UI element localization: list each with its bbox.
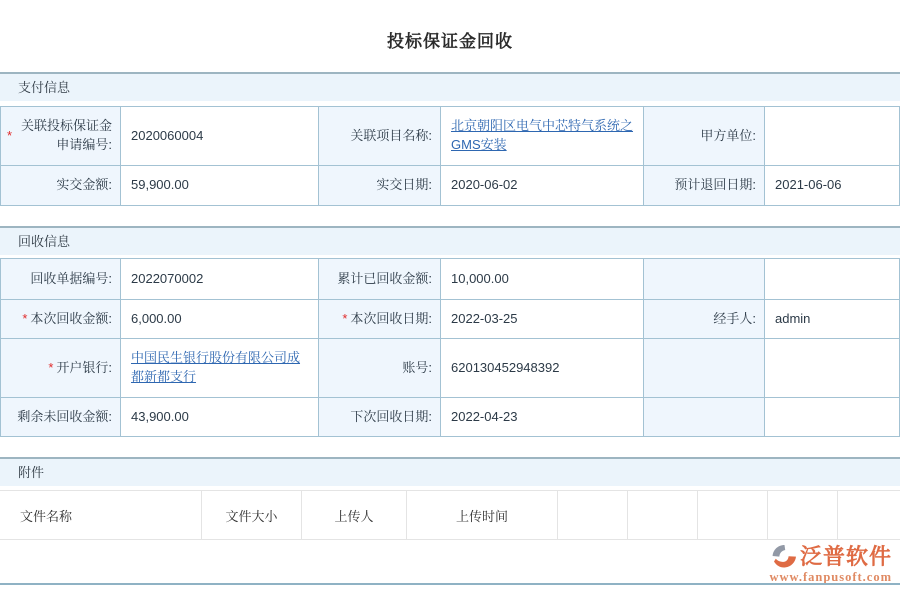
fanpu-logo-icon — [771, 544, 798, 570]
brand-name: 泛普软件 — [799, 544, 892, 570]
attachments-header: 附件 — [0, 457, 900, 486]
field-value-party-a-unit — [765, 107, 900, 166]
empty-label-cell — [644, 398, 765, 437]
field-value-account-no: 620130452948392 — [441, 339, 644, 398]
required-marker: * — [22, 310, 28, 326]
field-value-deposit-bank — [121, 339, 319, 398]
field-value-paid-amount: 59,900.00 — [121, 166, 319, 206]
attachments-table — [0, 490, 900, 540]
field-label-recovery-doc-no: 回收单据编号: — [1, 259, 121, 300]
col-header-empty — [628, 491, 698, 539]
field-label-related-bid-bond-no: * 关联投标保证金申请编号: — [1, 107, 121, 166]
field-value-current-recovery-date: 2022-03-25 — [441, 300, 644, 339]
payment-info-header: 支付信息 — [0, 72, 900, 101]
field-value-total-recovered-amount: 10,000.00 — [441, 259, 644, 300]
field-label-current-recovery-date: * 本次回收日期: — [319, 300, 441, 339]
empty-label-cell — [644, 259, 765, 300]
payment-info-table — [0, 106, 900, 206]
field-label-expected-return-date: 预计退回日期: — [644, 166, 765, 206]
col-header-empty — [838, 491, 900, 539]
related-project-link[interactable]: 北京朝阳区电气中芯特气系统之GMS安装 — [451, 118, 634, 152]
field-value-handler: admin — [765, 300, 900, 339]
required-marker: * — [48, 359, 54, 375]
field-label-deposit-bank: * 开户银行: — [1, 339, 121, 398]
col-header-file-name: 文件名称 — [0, 491, 202, 539]
field-label-next-recovery-date: 下次回收日期: — [319, 398, 441, 437]
field-value-related-bid-bond-no: 2020060004 — [121, 107, 319, 166]
field-label-account-no: 账号: — [319, 339, 441, 398]
footer — [0, 544, 900, 585]
required-marker: * — [7, 127, 13, 143]
field-label-current-recovery-amount: * 本次回收金额: — [1, 300, 121, 339]
field-label-related-project-name: 关联项目名称: — [319, 107, 441, 166]
brand-logo — [771, 544, 892, 570]
field-label-total-recovered-amount: 累计已回收金额: — [319, 259, 441, 300]
empty-value-cell — [765, 259, 900, 300]
col-header-file-size: 文件大小 — [202, 491, 302, 539]
field-value-remaining-unrecovered-amount: 43,900.00 — [121, 398, 319, 437]
field-value-expected-return-date: 2021-06-06 — [765, 166, 900, 206]
field-value-paid-date: 2020-06-02 — [441, 166, 644, 206]
recovery-info-table — [0, 258, 900, 437]
recovery-info-header: 回收信息 — [0, 226, 900, 255]
field-label-handler: 经手人: — [644, 300, 765, 339]
field-label-remaining-unrecovered-amount: 剩余未回收金额: — [1, 398, 121, 437]
col-header-empty — [768, 491, 838, 539]
deposit-bank-link[interactable]: 中国民生银行股份有限公司成都新都支行 — [131, 350, 301, 384]
website-url[interactable]: www.fanpusoft.com — [769, 570, 892, 584]
field-label-paid-amount: 实交金额: — [1, 166, 121, 206]
field-value-current-recovery-amount: 6,000.00 — [121, 300, 319, 339]
col-header-uploader: 上传人 — [302, 491, 407, 539]
col-header-empty — [558, 491, 628, 539]
footer-divider — [0, 583, 900, 585]
field-value-related-project-name — [441, 107, 644, 166]
col-header-upload-time: 上传时间 — [407, 491, 558, 539]
page-title: 投标保证金回收 — [387, 32, 513, 51]
field-value-recovery-doc-no: 2022070002 — [121, 259, 319, 300]
empty-value-cell — [765, 339, 900, 398]
empty-value-cell — [765, 398, 900, 437]
field-value-next-recovery-date: 2022-04-23 — [441, 398, 644, 437]
field-label-party-a-unit: 甲方单位: — [644, 107, 765, 166]
empty-label-cell — [644, 339, 765, 398]
required-marker: * — [342, 310, 348, 326]
field-label-paid-date: 实交日期: — [319, 166, 441, 206]
col-header-empty — [698, 491, 768, 539]
